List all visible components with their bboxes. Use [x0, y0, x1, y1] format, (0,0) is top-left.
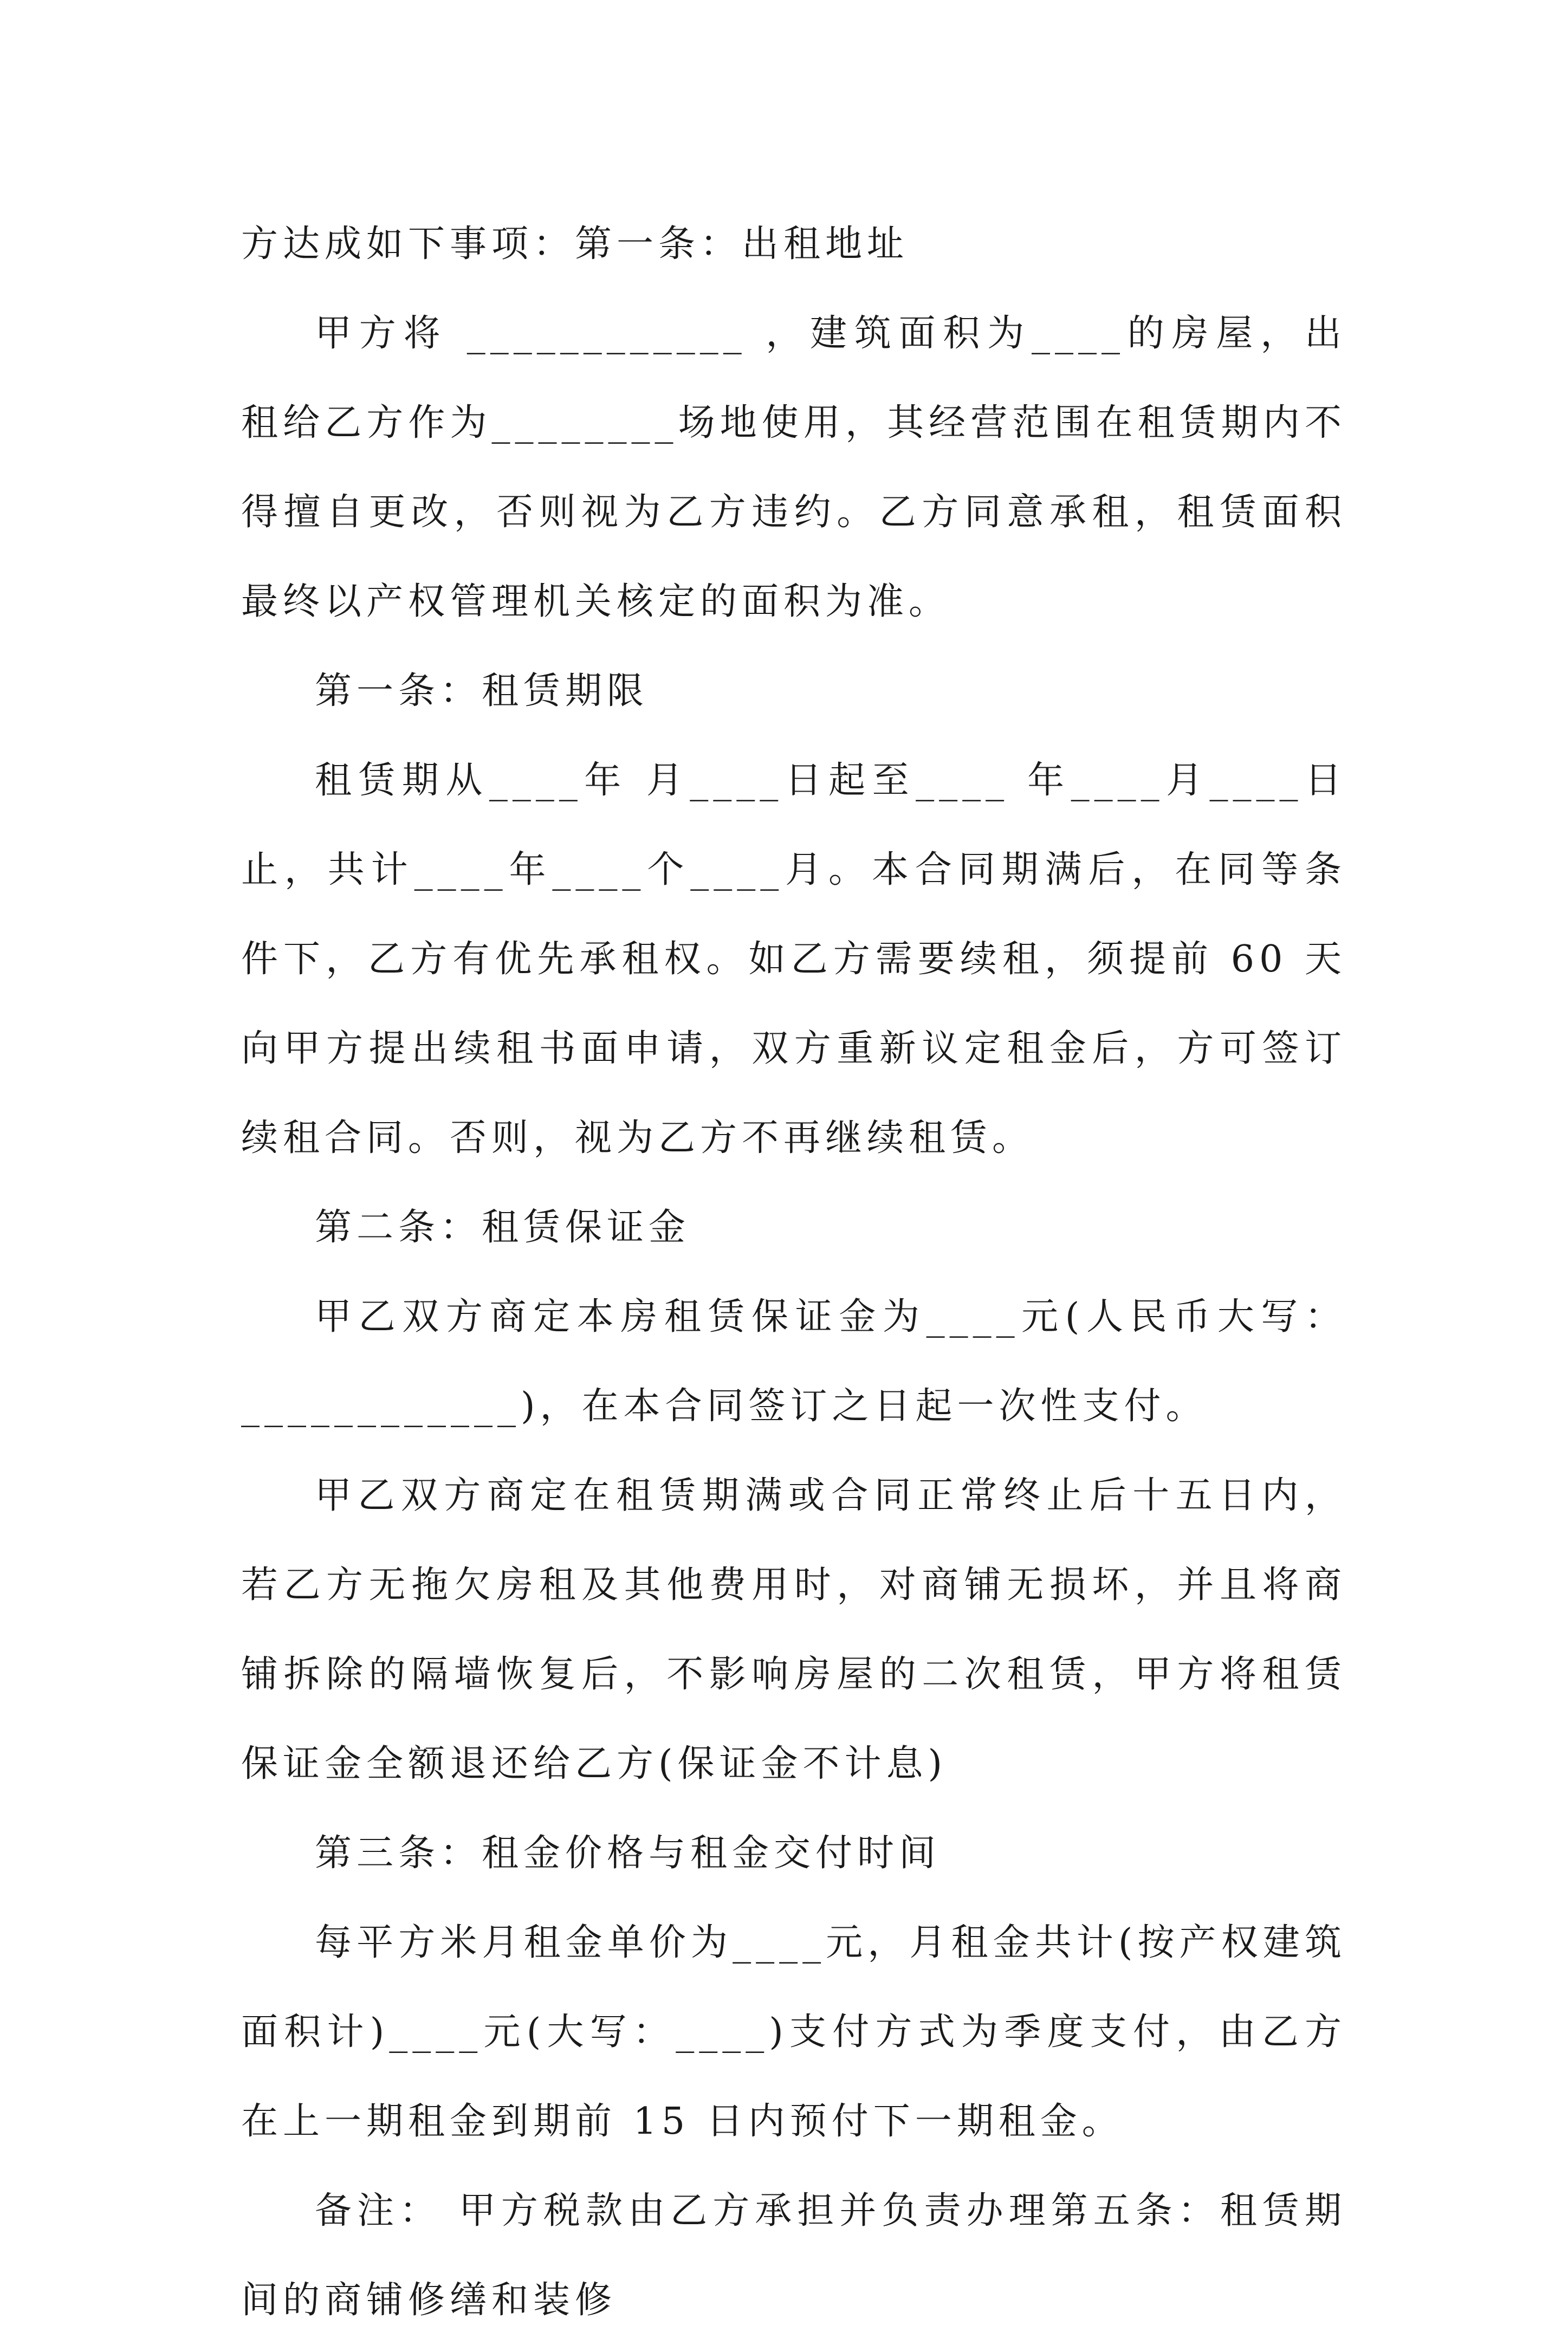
- heading-deposit: 第二条：租赁保证金: [315, 1206, 691, 1249]
- document-body: [241, 199, 1346, 2345]
- heading-rent-price: 第三条：租金价格与租金交付时间: [315, 1832, 941, 1875]
- paragraph-deposit-amount: 甲乙双方商定本房租赁保证金为____元(人民币大写：____________)，在本合同签订之日起一次性支付。: [241, 1295, 1346, 1428]
- heading-lease-term: 第一条：租赁期限: [315, 670, 649, 712]
- paragraph-lease-term: 租赁期从____年 月____日起至____ 年____月____日止，共计____年____个____月。本合同期满后，在同等条件下，乙方有优先承租权。如乙方需要续租，须提前 60 天向甲方提出续租书面申请，双方重新议定租金后，方可签订续租合同。否则，视为乙方不再继续租赁。: [241, 759, 1346, 1159]
- paragraph-rental-address: 甲方将 ____________ ，建筑面积为____的房屋，出租给乙方作为________场地使用，其经营范围在租赁期内不得擅自更改，否则视为乙方违约。乙方同意承租，租赁面积最终以产权管理机关核定的面积为准。: [241, 312, 1346, 623]
- paragraph-rent-price: 每平方米月租金单价为____元，月租金共计(按产权建筑面积计)____元(大写：____)支付方式为季度支付，由乙方在上一期租金到期前 15 日内预付下一期租金。: [241, 1921, 1346, 2143]
- paragraph-intro: 方达成如下事项：第一条：出租地址: [241, 223, 909, 265]
- paragraph-remarks: 备注： 甲方税款由乙方承担并负责办理第五条：租赁期间的商铺修缮和装修: [241, 2189, 1346, 2322]
- paragraph-deposit-refund: 甲乙双方商定在租赁期满或合同正常终止后十五日内，若乙方无拖欠房租及其他费用时，对商铺无损坏，并且将商铺拆除的隔墙恢复后，不影响房屋的二次租赁，甲方将租赁保证金全额退还给乙方(保证金不计息): [241, 1474, 1346, 1785]
